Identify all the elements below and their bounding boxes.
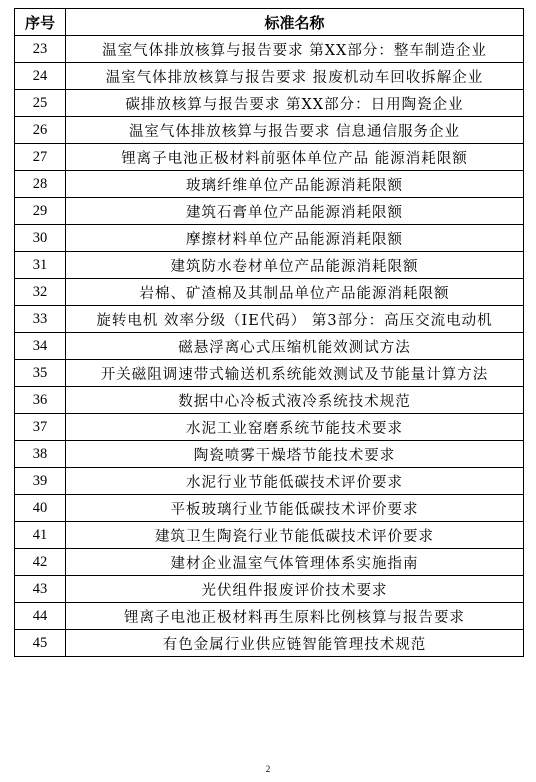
- row-standard-name: 水泥行业节能低碳技术评价要求: [66, 468, 524, 495]
- row-standard-name: 碳排放核算与报告要求 第XX部分：日用陶瓷企业: [66, 90, 524, 117]
- table-row: [15, 414, 524, 441]
- header-serial-number: 序号: [15, 9, 66, 36]
- row-serial-number: 35: [15, 360, 66, 387]
- row-serial-number: 23: [15, 36, 66, 63]
- row-serial-number: 27: [15, 144, 66, 171]
- table-row: [15, 441, 524, 468]
- row-serial-number: 37: [15, 414, 66, 441]
- page-number: 2: [265, 764, 271, 774]
- table-row: [15, 36, 524, 63]
- table-row: [15, 468, 524, 495]
- table-row: [15, 279, 524, 306]
- row-serial-number: 45: [15, 630, 66, 657]
- row-serial-number: 31: [15, 252, 66, 279]
- table-body: [15, 36, 524, 657]
- row-standard-name: 有色金属行业供应链智能管理技术规范: [66, 630, 524, 657]
- table-row: [15, 360, 524, 387]
- row-serial-number: 29: [15, 198, 66, 225]
- row-standard-name: 数据中心冷板式液冷系统技术规范: [66, 387, 524, 414]
- row-serial-number: 25: [15, 90, 66, 117]
- row-standard-name: 磁悬浮离心式压缩机能效测试方法: [66, 333, 524, 360]
- row-serial-number: 40: [15, 495, 66, 522]
- table-row: [15, 549, 524, 576]
- row-serial-number: 32: [15, 279, 66, 306]
- row-serial-number: 34: [15, 333, 66, 360]
- row-serial-number: 44: [15, 603, 66, 630]
- row-standard-name: 温室气体排放核算与报告要求 第XX部分：整车制造企业: [66, 36, 524, 63]
- row-standard-name: 玻璃纤维单位产品能源消耗限额: [66, 171, 524, 198]
- row-standard-name: 旋转电机 效率分级（IE代码） 第3部分：高压交流电动机: [66, 306, 524, 333]
- row-standard-name: 锂离子电池正极材料再生原料比例核算与报告要求: [66, 603, 524, 630]
- table-header-row: [15, 9, 524, 36]
- row-standard-name: 光伏组件报废评价技术要求: [66, 576, 524, 603]
- row-serial-number: 38: [15, 441, 66, 468]
- row-standard-name: 开关磁阻调速带式输送机系统能效测试及节能量计算方法: [66, 360, 524, 387]
- table-row: [15, 198, 524, 225]
- row-standard-name: 岩棉、矿渣棉及其制品单位产品能源消耗限额: [66, 279, 524, 306]
- table-row: [15, 630, 524, 657]
- row-serial-number: 42: [15, 549, 66, 576]
- table-row: [15, 90, 524, 117]
- row-standard-name: 平板玻璃行业节能低碳技术评价要求: [66, 495, 524, 522]
- table-row: [15, 63, 524, 90]
- row-standard-name: 建筑卫生陶瓷行业节能低碳技术评价要求: [66, 522, 524, 549]
- row-standard-name: 摩擦材料单位产品能源消耗限额: [66, 225, 524, 252]
- row-standard-name: 温室气体排放核算与报告要求 信息通信服务企业: [66, 117, 524, 144]
- row-standard-name: 陶瓷喷雾干燥塔节能技术要求: [66, 441, 524, 468]
- row-standard-name: 建筑防水卷材单位产品能源消耗限额: [66, 252, 524, 279]
- row-standard-name: 温室气体排放核算与报告要求 报废机动车回收拆解企业: [66, 63, 524, 90]
- row-serial-number: 28: [15, 171, 66, 198]
- table-row: [15, 495, 524, 522]
- row-serial-number: 41: [15, 522, 66, 549]
- row-serial-number: 24: [15, 63, 66, 90]
- row-serial-number: 39: [15, 468, 66, 495]
- table-row: [15, 387, 524, 414]
- table-row: [15, 252, 524, 279]
- row-standard-name: 锂离子电池正极材料前驱体单位产品 能源消耗限额: [66, 144, 524, 171]
- standards-table: [14, 8, 524, 657]
- row-serial-number: 33: [15, 306, 66, 333]
- table-row: [15, 603, 524, 630]
- table-row: [15, 171, 524, 198]
- table-row: [15, 144, 524, 171]
- row-serial-number: 36: [15, 387, 66, 414]
- header-standard-name: 标准名称: [66, 9, 524, 36]
- row-serial-number: 30: [15, 225, 66, 252]
- row-serial-number: 43: [15, 576, 66, 603]
- table-row: [15, 306, 524, 333]
- row-standard-name: 建筑石膏单位产品能源消耗限额: [66, 198, 524, 225]
- table-row: [15, 225, 524, 252]
- row-serial-number: 26: [15, 117, 66, 144]
- row-standard-name: 建材企业温室气体管理体系实施指南: [66, 549, 524, 576]
- row-standard-name: 水泥工业窑磨系统节能技术要求: [66, 414, 524, 441]
- table-row: [15, 576, 524, 603]
- table-row: [15, 522, 524, 549]
- table-row: [15, 117, 524, 144]
- table-row: [15, 333, 524, 360]
